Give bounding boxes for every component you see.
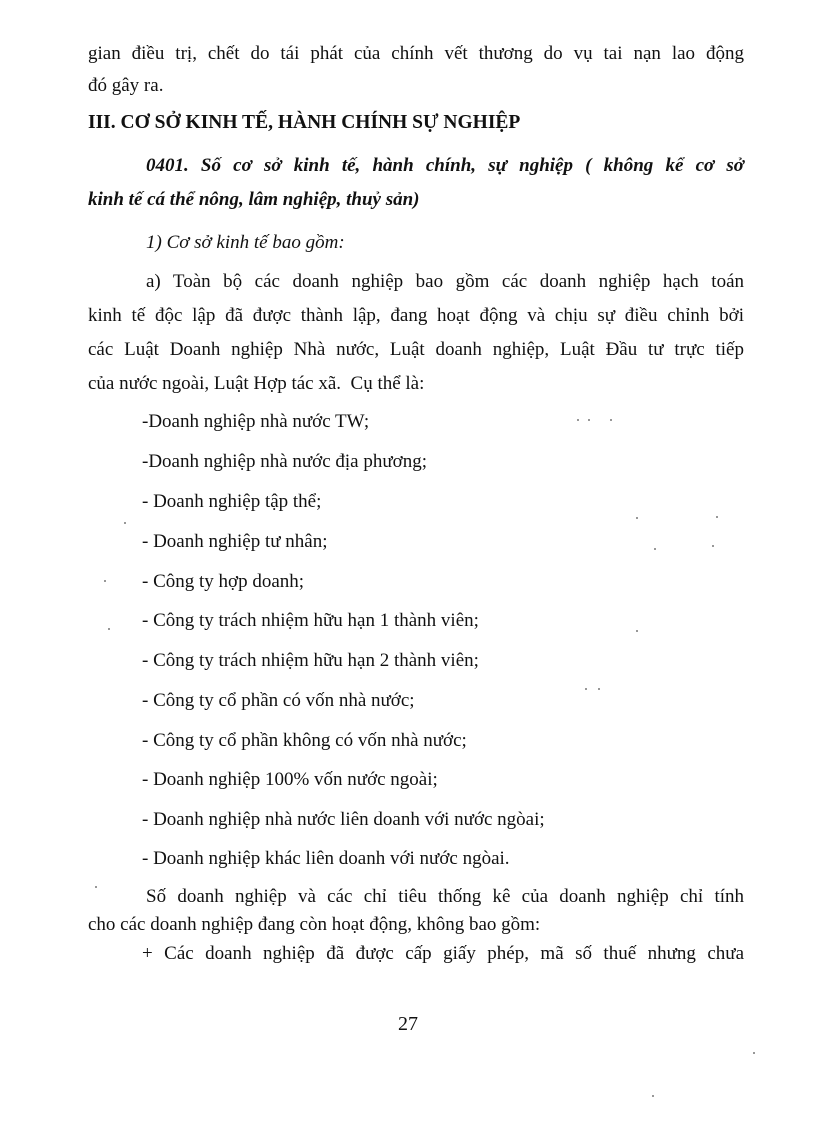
scan-speck <box>108 628 110 630</box>
scan-speck <box>753 1052 755 1054</box>
para-a-line-2: kinh tế độc lập đã được thành lập, đang hoạt động và chịu sự điều chỉnh bởi <box>88 305 744 326</box>
scan-speck <box>598 688 600 690</box>
list-item: - Doanh nghiệp khác liên doanh với nước ngòai. <box>142 848 510 869</box>
list-item: - Doanh nghiệp 100% vốn nước ngoài; <box>142 769 438 790</box>
list-item: - Công ty trách nhiệm hữu hạn 1 thành viên; <box>142 610 479 631</box>
scan-speck <box>716 516 718 518</box>
list-item: - Công ty cổ phần không có vốn nhà nước; <box>142 730 467 751</box>
scan-speck <box>636 630 638 632</box>
closing-line-2: cho các doanh nghiệp đang còn hoạt động, không bao gồm: <box>88 914 541 935</box>
list-item: -Doanh nghiệp nhà nước địa phương; <box>142 451 427 472</box>
continuation-line-1: gian điều trị, chết do tái phát của chính vết thương do vụ tai nạn lao động <box>88 43 744 64</box>
scan-speck <box>104 580 106 582</box>
para-a-line-4: của nước ngoài, Luật Hợp tác xã. Cụ thể là: <box>88 373 425 394</box>
scan-speck <box>610 419 612 421</box>
subheading: 1) Cơ sở kinh tế bao gồm: <box>146 232 345 253</box>
scan-speck <box>95 886 97 888</box>
scan-speck <box>636 517 638 519</box>
list-item: - Công ty trách nhiệm hữu hạn 2 thành viên; <box>142 650 479 671</box>
scan-speck <box>585 688 587 690</box>
scan-speck <box>577 419 579 421</box>
list-item: - Công ty hợp doanh; <box>142 571 305 592</box>
section-heading: III. CƠ SỞ KINH TẾ, HÀNH CHÍNH SỰ NGHIỆP <box>88 112 521 133</box>
indicator-title-line-2: kinh tế cá thể nông, lâm nghiệp, thuỷ sản) <box>88 189 420 210</box>
para-a-line-3: các Luật Doanh nghiệp Nhà nước, Luật doanh nghiệp, Luật Đầu tư trực tiếp <box>88 339 744 360</box>
list-item: - Doanh nghiệp tư nhân; <box>142 531 328 552</box>
scan-speck <box>712 545 714 547</box>
list-item: -Doanh nghiệp nhà nước TW; <box>142 411 370 432</box>
continuation-line-2: đó gây ra. <box>88 75 164 96</box>
scan-speck <box>588 419 590 421</box>
scan-speck <box>124 522 126 524</box>
scan-speck <box>654 548 656 550</box>
closing-line-3: + Các doanh nghiệp đã được cấp giấy phép, mã số thuế nhưng chưa <box>142 943 744 964</box>
closing-line-1: Số doanh nghiệp và các chỉ tiêu thống kê của doanh nghiệp chỉ tính <box>146 886 744 907</box>
para-a-line-1: a) Toàn bộ các doanh nghiệp bao gồm các doanh nghiệp hạch toán <box>146 271 744 292</box>
scan-speck <box>652 1095 654 1097</box>
indicator-title-line-1: 0401. Số cơ sở kinh tế, hành chính, sự nghiệp ( không kể cơ sở <box>146 155 744 176</box>
list-item: - Doanh nghiệp nhà nước liên doanh với nước ngòai; <box>142 809 545 830</box>
page-number: 27 <box>398 1013 418 1035</box>
list-item: - Công ty cổ phần có vốn nhà nước; <box>142 690 415 711</box>
list-item: - Doanh nghiệp tập thể; <box>142 491 322 512</box>
